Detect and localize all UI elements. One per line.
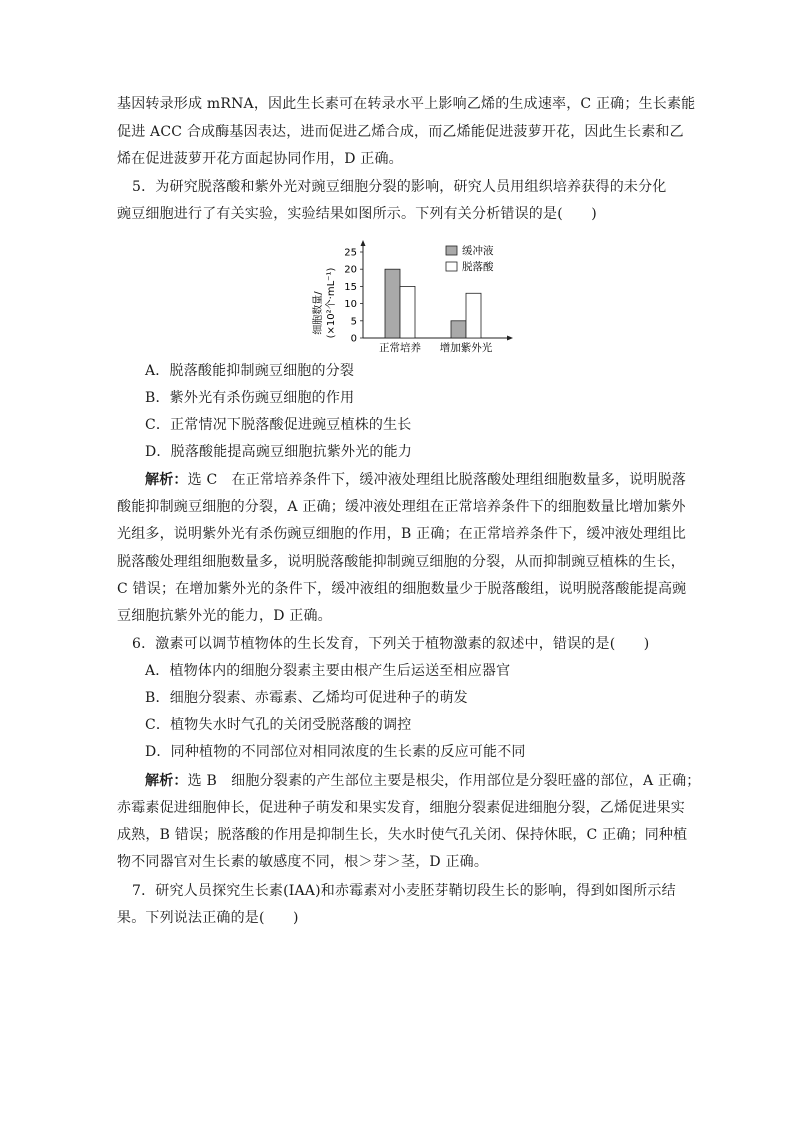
bar-buffer-normal [385, 269, 400, 338]
y-tick-label: 10 [344, 299, 357, 311]
x-tick-labels [379, 341, 493, 354]
q5-analysis-line-1 [145, 471, 705, 489]
q6-option-b: B．细胞分裂素、赤霉素、乙烯均可促进种子的萌发 [145, 690, 468, 706]
q5-analysis-label: 解析： [145, 472, 188, 488]
legend [446, 244, 494, 273]
legend-label-buffer: 缓冲液 [462, 245, 494, 257]
q6-option-a: A．植物体内的细胞分裂素主要由根产生后运送至相应器官 [145, 663, 511, 679]
q7-stem-line-1: 7．研究人员探究生长素(IAA)和赤霉素对小麦胚芽鞘切段生长的影响，得到如图所示结 [132, 883, 676, 899]
q5-stem-line-2: 豌豆细胞进行了有关实验，实验结果如图所示。下列有关分析错误的是( ) [117, 206, 597, 222]
legend-label-aba: 脱落酸 [462, 261, 494, 273]
y-tick-label: 15 [344, 281, 357, 293]
q5-analysis-first: 选 C 在正常培养条件下，缓冲液处理组比脱落酸处理组细胞数量多，说明脱落 [187, 472, 686, 488]
y-ticks [344, 248, 363, 345]
y-axis-label-line-1: 细胞数量/ [313, 291, 324, 335]
q6-stem: 6．激素可以调节植物体的生长发育，下列关于植物激素的叙述中，错误的是( ) [132, 636, 650, 652]
q5-analysis-line-6: 豆细胞抗紫外光的能力，D 正确。 [117, 608, 332, 624]
q5-analysis-line-2: 酸能抑制豌豆细胞的分裂，A 正确；缓冲液处理组在正常培养条件下的细胞数量比增加紫外 [117, 499, 686, 515]
q5-option-b: B．紫外光有杀伤豌豆细胞的作用 [145, 390, 355, 406]
y-axis-label [311, 268, 337, 339]
legend-swatch-buffer [446, 246, 457, 255]
q5-analysis-line-3: 光组多，说明紫外光有杀伤豌豆细胞的作用，B 正确；在正常培养条件下，缓冲液处理组比 [117, 526, 686, 542]
bar-buffer-uv [451, 321, 466, 338]
bars [385, 269, 481, 338]
q6-analysis-line-2: 赤霉素促进细胞伸长，促进种子萌发和果实发育，细胞分裂素促进细胞分裂，乙烯促进果实 [117, 800, 685, 816]
intro-line-1: 基因转录形成 mRNA，因此生长素可在转录水平上影响乙烯的生成速率，C 正确；生长素能 [117, 96, 696, 112]
intro-line-3: 烯在促进菠萝开花方面起协同作用，D 正确。 [117, 151, 403, 167]
q5-option-a: A．脱落酸能抑制豌豆细胞的分裂 [145, 363, 355, 379]
q6-analysis-line-4: 物不同器官对生长素的敏感度不同，根＞芽＞茎，D 正确。 [117, 854, 489, 870]
y-axis-label-line-2: (×10²个·mL⁻¹) [326, 267, 337, 339]
q5-option-c: C．正常情况下脱落酸促进豌豆植株的生长 [145, 417, 412, 433]
q5-stem-line-1: 5．为研究脱落酸和紫外光对豌豆细胞分裂的影响，研究人员用组织培养获得的未分化 [132, 179, 667, 195]
y-tick-label: 0 [350, 333, 357, 345]
q5-option-d: D．脱落酸能提高豌豆细胞抗紫外光的能力 [145, 444, 413, 460]
x-tick-label: 增加紫外光 [439, 342, 493, 354]
q6-analysis-line-1 [145, 772, 705, 790]
y-axis-arrow [361, 240, 366, 246]
intro-line-2: 促进 ACC 合成酶基因表达，进而促进乙烯合成，而乙烯能促进菠萝开花，因此生长素和乙 [117, 124, 684, 140]
q6-analysis-first: 选 B 细胞分裂素的产生部位主要是根尖，作用部位是分裂旺盛的部位，A 正确； [187, 773, 701, 789]
q6-option-d: D．同种植物的不同部位对相同浓度的生长素的反应可能不同 [145, 744, 526, 760]
q6-option-c: C．植物失水时气孔的关闭受脱落酸的调控 [145, 717, 412, 733]
q6-analysis-label: 解析： [145, 773, 188, 789]
x-axis-arrow [507, 336, 513, 341]
q6-analysis-line-3: 成熟，B 错误；脱落酸的作用是抑制生长，失水时使气孔关闭、保持休眠，C 正确；同种植 [117, 827, 688, 843]
bar-aba-normal [400, 286, 415, 338]
q5-analysis-line-4: 脱落酸处理组细胞数量多，说明脱落酸能抑制豌豆细胞的分裂，从而抑制豌豆植株的生长， [117, 554, 685, 570]
y-tick-label: 20 [344, 264, 357, 276]
bar-chart [310, 238, 525, 358]
legend-swatch-aba [446, 262, 457, 271]
q5-analysis-line-5: C 错误；在增加紫外光的条件下，缓冲液组的细胞数量少于脱落酸组，说明脱落酸能提高豌 [117, 581, 687, 597]
bar-aba-uv [466, 293, 481, 338]
y-tick-label: 25 [344, 247, 357, 259]
q7-stem-line-2: 果。下列说法正确的是( ) [117, 910, 299, 926]
x-tick-label: 正常培养 [379, 342, 421, 354]
y-tick-label: 5 [350, 316, 357, 328]
